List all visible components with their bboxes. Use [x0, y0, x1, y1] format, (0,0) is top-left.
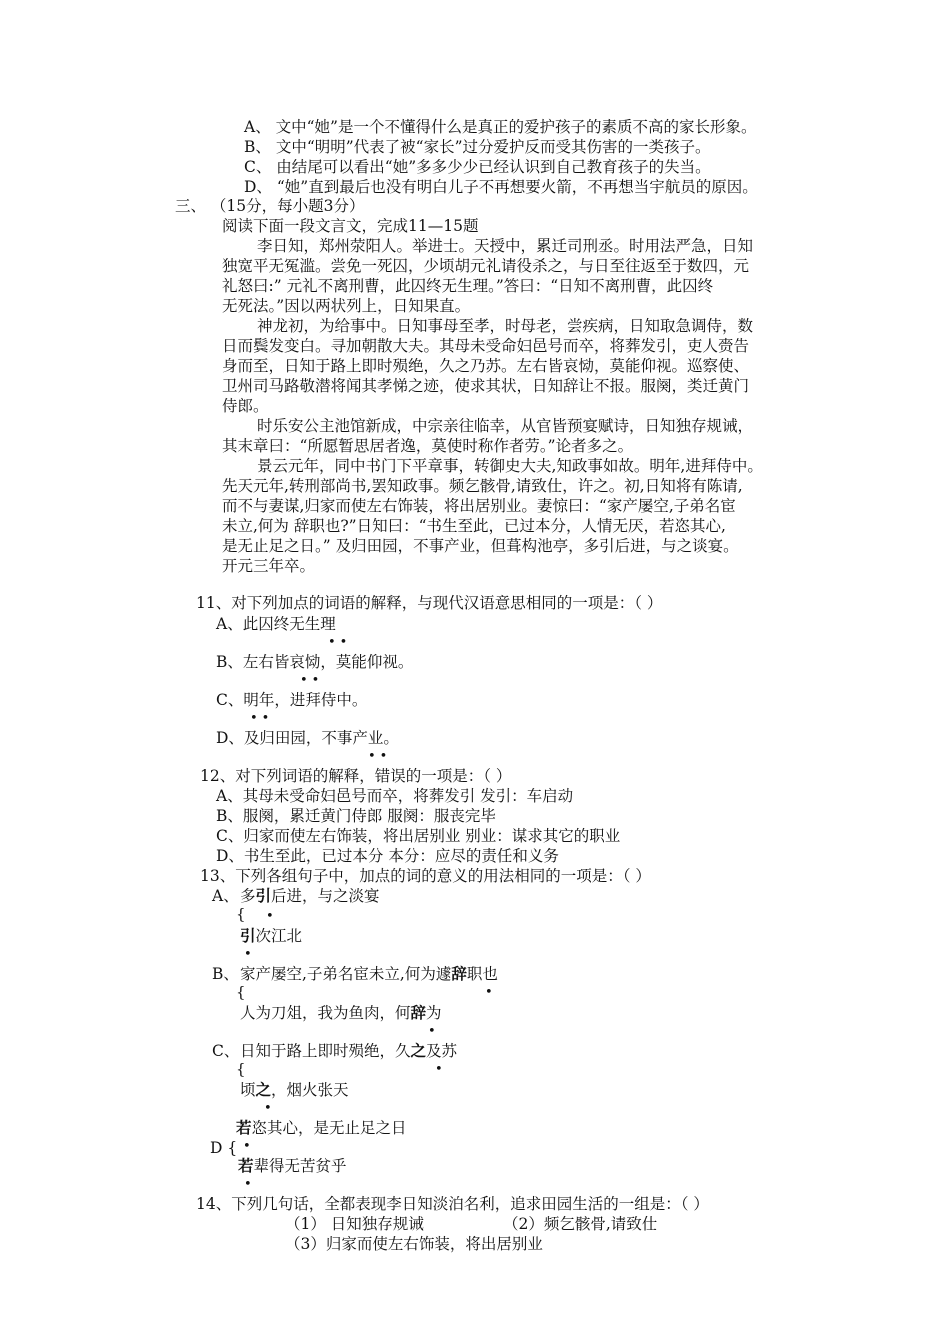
q12-stem: 12、对下列词语的解释，错误的一项是：（ ）: [200, 767, 512, 785]
q11-option-c: C、明年，进拜侍中。: [216, 691, 368, 709]
q12-option-a: A、其母未受命妇邑号而卒，将葬发引 发引：车启动: [216, 787, 574, 805]
q10-option-c: C、 由结尾可以看出“她”多多少少已经认识到自己教育孩子的失当。: [244, 158, 711, 176]
emphasis-dot: •: [264, 1101, 276, 1116]
passage-line: 时乐安公主池馆新成，中宗亲往临幸，从官皆预宴赋诗，日知独存规诫，: [257, 417, 754, 435]
q13-c-sentence-2: 顷之，烟火张天: [240, 1080, 349, 1099]
passage-line: 未立,何为 辞职也?”日知曰：“书生至此，已过本分，人情无厌，若恣其心,: [222, 517, 726, 535]
q12-option-d: D、书生至此，已过本分 本分：应尽的责任和义务: [216, 847, 559, 865]
q12-option-b: B、服阕，累迁黄门侍郎 服阕：服丧完毕: [216, 807, 496, 825]
emphasis-dot: •: [435, 1062, 447, 1077]
q13-d-sentence-1: 若恣其心，是无止足之日: [236, 1118, 407, 1137]
q11-option-b: B、左右皆哀恸，莫能仰视。: [216, 653, 414, 671]
passage-line: 身而至，日知于路上即时殒绝，久之乃苏。左右皆哀恸，莫能仰视。巡察使、: [222, 357, 750, 375]
q13-c-sentence-1: 日知于路上即时殒绝，久之及苏: [240, 1041, 458, 1060]
passage-line: 其末章曰：“所愿暂思居者逸，莫使时称作者劳。”论者多之。: [222, 437, 634, 455]
emphasis-dots: ••: [368, 749, 392, 764]
emphasis-dots: ••: [250, 711, 274, 726]
q13-a-sentence-2: 引次江北: [240, 926, 303, 945]
q13-a-sentence-1: 多引后进，与之淡宴: [240, 886, 380, 905]
passage-line: 侍郎。: [222, 397, 269, 415]
q13-d-sentence-2: 若辈得无苦贫乎: [238, 1156, 347, 1175]
emphasis-dot: •: [244, 1177, 256, 1192]
q11-option-a: A、此囚终无生理: [216, 615, 336, 633]
section-heading: 三、 （15分，每小题3分）: [175, 197, 365, 215]
passage-line: 李日知，郑州荥阳人。举进士。天授中，累迁司刑丞。时用法严急，日知: [257, 237, 754, 255]
passage-line: 卫州司马路敬潜将闻其孝悌之迹，使求其状，日知辞让不报。服阕，类迁黄门: [222, 377, 750, 395]
q10-option-d: D、 “她”直到最后也没有明白儿子不再想要火箭，不再想当宇航员的原因。: [244, 178, 758, 196]
passage-line: 日而鬓发变白。寻加朝散大夫。其母未受命妇邑号而卒，将葬发引，吏人赍告: [222, 337, 750, 355]
q14-item-3: （3）归家而使左右饰装，将出居别业: [285, 1235, 543, 1253]
passage-line: 独宽平无冤滥。尝免一死囚，少顷胡元礼请役杀之，与日至往返至于数四，元: [222, 257, 750, 275]
emphasis-dot: •: [485, 985, 497, 1000]
q13-b-sentence-2: 人为刀俎，我为鱼肉，何辞为: [240, 1003, 442, 1022]
emphasis-dots: ••: [300, 673, 324, 688]
brace: {: [236, 1060, 246, 1078]
passage-line: 先天元年,转刑部尚书,罢知政事。频乞骸骨,请致仕，许之。初,日知将有陈请,: [222, 477, 743, 495]
emphasis-dot: •: [244, 947, 256, 962]
brace: {: [236, 983, 246, 1001]
emphasis-dot: •: [266, 909, 278, 924]
q14-stem: 14、下列几句话，全都表现李日知淡泊名利，追求田园生活的一组是：（ ）: [196, 1195, 709, 1213]
q13-b-label: B、: [212, 965, 239, 983]
q14-item-1: （1） 日知独存规诫: [285, 1215, 424, 1233]
q12-option-c: C、归家而使左右饰装，将出居别业 别业：谋求其它的职业: [216, 827, 621, 845]
q11-stem: 11、对下列加点的词语的解释，与现代汉语意思相同的一项是：（ ）: [196, 594, 663, 612]
passage-line: 神龙初，为给事中。日知事母至孝，时母老，尝疾病，日知取急调侍，数: [257, 317, 754, 335]
passage-line: 是无止足之日。” 及归田园，不事产业，但葺构池亭，多引后进，与之谈宴。: [222, 537, 739, 555]
emphasis-dot: •: [243, 1139, 255, 1154]
q13-c-label: C、: [212, 1042, 240, 1060]
q13-b-sentence-1: 家产屡空,子弟名宦未立,何为遽辞职也: [240, 964, 498, 983]
passage-line: 无死法。”因以两状列上，日知果直。: [222, 297, 471, 315]
q13-stem: 13、下列各组句子中，加点的词的意义的用法相同的一项是：（ ）: [200, 867, 651, 885]
q13-a-label: A、: [212, 887, 239, 905]
q10-option-a: A、 文中“她”是一个不懂得什么是真正的爱护孩子的素质不高的家长形象。: [244, 118, 757, 136]
emphasis-dots: ••: [328, 635, 352, 650]
q14-item-2: （2）频乞骸骨,请致仕: [503, 1215, 658, 1233]
passage-line: 开元三年卒。: [222, 557, 316, 575]
q11-option-d: D、及归田园，不事产业。: [216, 729, 399, 747]
passage-line: 礼怒曰:” 元礼不离刑曹，此囚终无生理。”答曰：“日知不离刑曹，此囚终: [222, 277, 714, 295]
q13-d-label: D {: [210, 1139, 238, 1157]
emphasis-dot: •: [428, 1024, 440, 1039]
passage-line: 景云元年，同中书门下平章事，转御史大夫,知政事如故。明年,进拜侍中。: [257, 457, 763, 475]
q10-option-b: B、 文中“明明”代表了被“家长”过分爱护反而受其伤害的一类孩子。: [244, 138, 711, 156]
passage-line: 而不与妻谋,归家而使左右饰装，将出居别业。妻惊曰：“家产屡空,子弟名宦: [222, 497, 736, 515]
brace: {: [236, 905, 246, 923]
section-intro: 阅读下面一段文言文，完成11—15题: [222, 217, 479, 235]
